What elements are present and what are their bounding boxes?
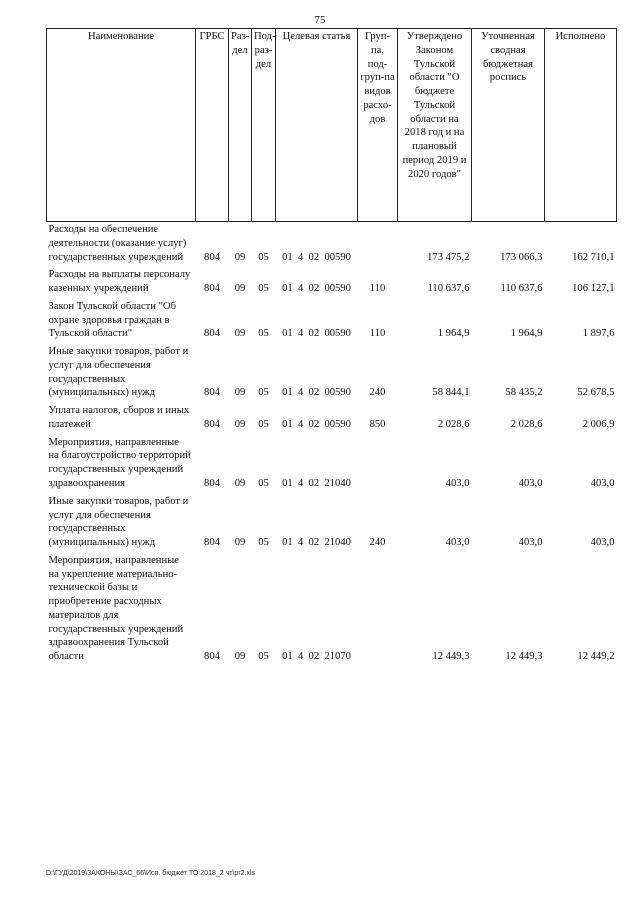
cell-group [358,553,398,667]
cell-executed: 403,0 [590,537,615,549]
cell-razdel: 09 [234,251,246,263]
cell-grbs: 804 [204,328,220,340]
cell-group: 240 [369,537,386,549]
cell-executed: 106 127,1 [572,283,615,295]
cell-group: 110 [369,328,386,340]
cell-executed: 52 678,5 [577,387,615,399]
cell-approved: 12 449,3 [432,651,470,663]
table-row [47,344,617,403]
cell-target: 01 4 02 21070 [282,651,351,663]
cell-name: Мероприятия, направленные на укрепление материально-технической базы и приобретение расходных материалов для государственных учреждений здравоохранения Тульской области [48,554,184,663]
column-header-razdel: Раз-дел [229,29,252,222]
cell-podrazdel: 05 [258,478,269,490]
cell-approved: 173 475,2 [427,251,470,263]
cell-name: Мероприятия, направленные на благоустройство территорий государственных учреждений здравоохранения [48,436,191,490]
cell-podrazdel: 05 [258,283,269,295]
cell-refined: 12 449,3 [505,651,543,663]
page-number: 75 [314,14,326,26]
cell-target: 01 4 02 00590 [282,251,351,263]
budget-table [46,28,617,667]
column-header-refined: Уточненная сводная бюджетная роспись [472,29,545,222]
cell-grbs: 804 [204,651,220,663]
cell-podrazdel: 05 [258,418,269,430]
table-row [47,435,617,494]
cell-name: Расходы на обеспечение деятельности (оказание услуг) государственных учреждений [48,224,187,263]
cell-executed: 1 897,6 [582,328,615,340]
table-row [47,553,617,667]
cell-target: 01 4 02 21040 [282,537,351,549]
cell-target: 01 4 02 00590 [282,328,351,340]
table-body [47,222,617,667]
cell-podrazdel: 05 [258,651,269,663]
cell-approved: 403,0 [445,478,470,490]
cell-group: 850 [369,418,386,430]
cell-approved: 110 637,6 [427,283,470,295]
cell-podrazdel: 05 [258,387,269,399]
cell-name: Закон Тульской области "Об охране здоровья граждан в Тульской области" [48,300,176,340]
file-path-footer: D:\ГУД\2019\ЗАКОНЫ\ЗАС_66\Исп. бюджет ТО 2018_2 чт\pr2.xls [46,870,255,877]
cell-podrazdel: 05 [258,251,269,263]
cell-podrazdel: 05 [258,328,269,340]
cell-refined: 1 964,9 [510,328,543,340]
cell-name: Иные закупки товаров, работ и услуг для обеспечения государственных (муниципальных) нужд [48,495,189,549]
column-header-executed: Исполнено [545,29,617,222]
table-row [47,299,617,344]
column-header-group: Груп-па, под-груп-па видов расхо-дов [358,29,398,222]
cell-executed: 162 710,1 [572,251,615,263]
cell-refined: 110 637,6 [500,283,543,295]
cell-refined: 2 028,6 [510,418,543,430]
cell-approved: 58 844,1 [432,387,470,399]
cell-grbs: 804 [204,537,220,549]
cell-razdel: 09 [234,328,246,340]
cell-executed: 403,0 [590,478,615,490]
cell-name: Уплата налогов, сборов и иных платежей [48,405,190,430]
table-row [47,222,617,268]
cell-name: Расходы на выплаты персоналу казенных учреждений [48,269,191,295]
table-row [47,267,617,299]
column-header-name: Наименование [47,29,196,222]
column-header-grbs: ГРБС [196,29,229,222]
cell-target: 01 4 02 00590 [282,418,351,430]
cell-approved: 403,0 [445,537,470,549]
cell-target: 01 4 02 21040 [282,478,351,490]
table-header [47,29,617,222]
cell-refined: 58 435,2 [505,387,543,399]
table-row [47,494,617,553]
cell-razdel: 09 [234,537,246,549]
cell-podrazdel: 05 [258,537,269,549]
cell-group: 110 [369,283,386,295]
column-header-podrazdel: Под-раз-дел [252,29,276,222]
table-row [47,403,617,435]
column-header-approved: Утверждено Законом Тульской области "О бюджете Тульской области на 2018 год и на плановый период 2019 и 2020 годов" [398,29,472,222]
cell-target: 01 4 02 00590 [282,387,351,399]
cell-refined: 403,0 [518,478,543,490]
cell-grbs: 804 [204,387,220,399]
cell-refined: 403,0 [518,537,543,549]
cell-approved: 2 028,6 [437,418,470,430]
cell-grbs: 804 [204,418,220,430]
cell-approved: 1 964,9 [437,328,470,340]
cell-grbs: 804 [204,251,220,263]
cell-razdel: 09 [234,478,246,490]
cell-group [358,435,398,494]
cell-executed: 12 449,2 [577,651,615,663]
cell-grbs: 804 [204,478,220,490]
column-header-target: Целевая статья [276,29,358,222]
cell-razdel: 09 [234,418,246,430]
cell-razdel: 09 [234,387,246,399]
cell-name: Иные закупки товаров, работ и услуг для обеспечения государственных (муниципальных) нужд [48,346,189,399]
cell-group: 240 [369,387,386,399]
cell-razdel: 09 [234,651,246,663]
cell-razdel: 09 [234,283,246,295]
cell-grbs: 804 [204,283,220,295]
cell-executed: 2 006,9 [582,418,615,430]
cell-refined: 173 066,3 [500,251,543,263]
cell-group [358,222,398,268]
cell-target: 01 4 02 00590 [282,283,351,295]
